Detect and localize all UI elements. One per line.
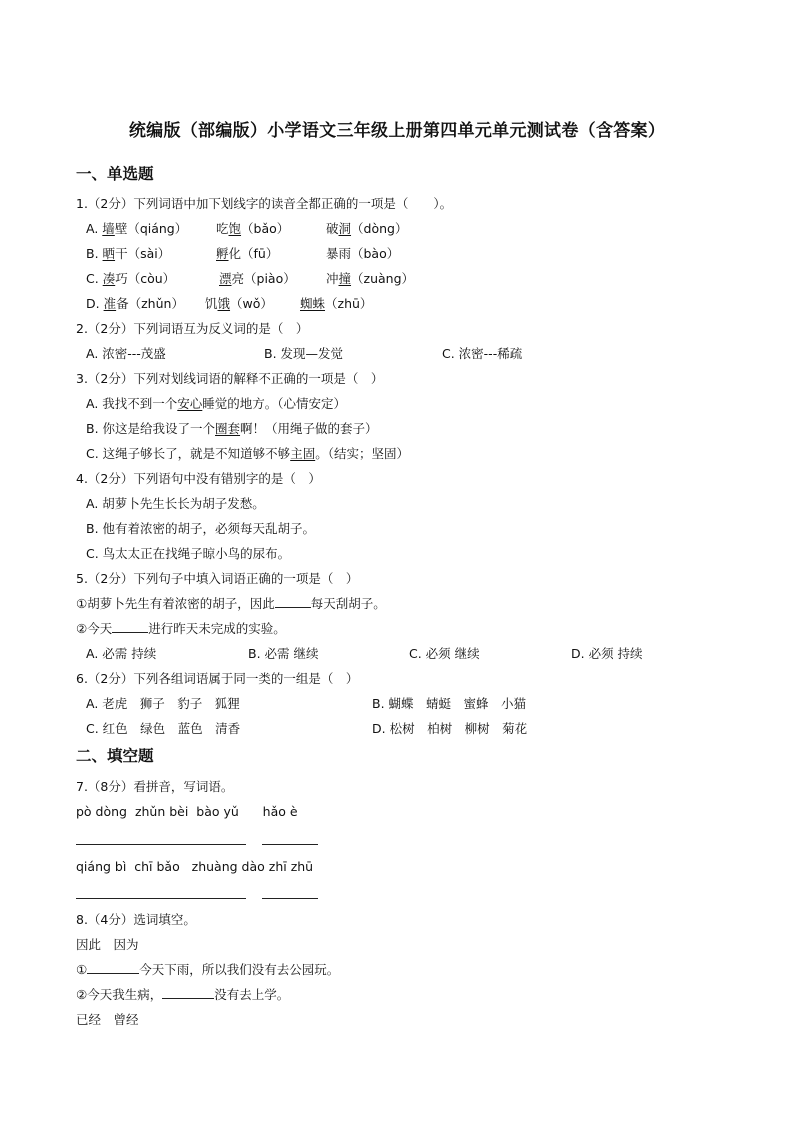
question-4-option-b[interactable]: B. 他有着浓密的胡子，必须每天乱胡子。 — [86, 521, 316, 536]
underlined-char: 墙 — [102, 221, 115, 236]
sentence-text: ① — [76, 962, 88, 977]
question-7-pinyin-row-2: qiáng bì chī bǎo zhuàng dào zhī zhū — [76, 859, 314, 874]
question-8-word-choices-1: 因此 因为 — [76, 937, 139, 952]
underlined-char: 晒 — [102, 246, 116, 261]
underlined-char: 洞 — [338, 221, 352, 236]
question-2-option-a[interactable]: A. 浓密---茂盛 — [86, 346, 166, 361]
question-8-stem: 8.（4分）选词填空。 — [76, 912, 196, 927]
option-label: A. — [86, 221, 99, 236]
sentence-text: 啊！（用绳子做的套子） — [240, 421, 378, 436]
question-1-option-b-word-3: 暴雨（bào） — [326, 246, 400, 261]
question-6-option-c[interactable]: C. 红色 绿色 蓝色 清香 — [86, 721, 241, 736]
word-text: 壁（qiáng） — [114, 221, 188, 236]
word-text: 化（fū） — [228, 246, 279, 261]
sentence-text: A. 我找不到一个 — [86, 396, 178, 411]
underlined-word: 主固 — [290, 446, 316, 461]
option-label: B. — [86, 246, 99, 261]
question-2-option-c[interactable]: C. 浓密---稀疏 — [442, 346, 523, 361]
question-1-option-c[interactable] — [86, 270, 175, 288]
underlined-char: 蜘蛛 — [300, 296, 326, 311]
question-5-sentence-2 — [76, 620, 286, 638]
word-text: 破 — [326, 221, 339, 236]
question-3-option-b[interactable] — [86, 420, 378, 438]
answer-line-row-1[interactable] — [76, 844, 246, 845]
question-1-option-b-word-2 — [216, 245, 278, 263]
sentence-text: ①胡萝卜先生有着浓密的胡子，因此 — [76, 596, 275, 611]
word-text: （wǒ） — [230, 296, 273, 311]
question-7-stem: 7.（8分）看拼音，写词语。 — [76, 779, 234, 794]
underlined-char: 凑 — [102, 271, 116, 286]
question-6-stem: 6.（2分）下列各组词语属于同一类的一组是（ ） — [76, 671, 359, 686]
fill-blank[interactable] — [275, 595, 311, 608]
option-label: D. — [86, 296, 100, 311]
word-text: 饥 — [205, 296, 218, 311]
question-1-stem: 1.（2分）下列词语中加下划线字的读音全都正确的一项是（ ）。 — [76, 196, 453, 211]
question-8-sentence-1 — [76, 961, 339, 979]
question-5-option-c[interactable]: C. 必须 继续 — [409, 646, 480, 661]
page-title: 统编版（部编版）小学语文三年级上册第四单元单元测试卷（含答案） — [128, 121, 666, 141]
fill-blank[interactable] — [87, 961, 139, 974]
question-4-option-c[interactable]: C. 鸟太太正在找绳子晾小鸟的尿布。 — [86, 546, 291, 561]
fill-blank[interactable] — [112, 620, 148, 633]
underlined-word: 圈套 — [215, 421, 241, 436]
question-5-option-d[interactable]: D. 必须 持续 — [571, 646, 643, 661]
question-5-option-a[interactable]: A. 必需 持续 — [86, 646, 157, 661]
question-1-option-b[interactable] — [86, 245, 170, 263]
sentence-text: ②今天 — [76, 621, 113, 636]
word-text: 备（zhǔn） — [116, 296, 184, 311]
section-heading-fill-blank: 二、填空题 — [76, 747, 154, 765]
fill-blank[interactable] — [162, 986, 214, 999]
question-8-word-choices-2: 已经 曾经 — [76, 1012, 139, 1027]
word-text: 巧（còu） — [115, 271, 176, 286]
underlined-char: 饿 — [217, 296, 231, 311]
sentence-text: 今天下雨，所以我们没有去公园玩。 — [139, 962, 340, 977]
answer-line-row-2-last[interactable] — [262, 898, 318, 899]
question-4-option-a[interactable]: A. 胡萝卜先生长长为胡子发愁。 — [86, 496, 265, 511]
sentence-text: B. 你这是给我设了一个 — [86, 421, 216, 436]
underlined-char: 漂 — [219, 271, 232, 286]
question-1-option-c-word-2 — [219, 270, 296, 288]
word-text: （zuàng） — [351, 271, 415, 286]
word-text: （dòng） — [351, 221, 408, 236]
sentence-text: 。（结实；坚固） — [315, 446, 409, 461]
word-text: 吃 — [216, 221, 229, 236]
word-text: （zhū） — [325, 296, 373, 311]
question-3-option-c[interactable] — [86, 445, 409, 463]
question-2-stem: 2.（2分）下列词语互为反义词的是（ ） — [76, 321, 309, 336]
word-text: （bǎo） — [241, 221, 290, 236]
question-1-option-a[interactable] — [86, 220, 187, 238]
underlined-word: 安心 — [177, 396, 203, 411]
word-text: 冲 — [326, 271, 339, 286]
question-5-option-b[interactable]: B. 必需 继续 — [248, 646, 319, 661]
underlined-char: 准 — [103, 296, 117, 311]
underlined-char: 撞 — [338, 271, 352, 286]
sentence-text: C. 这绳子够长了，就是不知道够不够 — [86, 446, 291, 461]
question-8-sentence-2 — [76, 986, 289, 1004]
question-5-sentence-1 — [76, 595, 386, 613]
question-6-option-a[interactable]: A. 老虎 狮子 豹子 狐狸 — [86, 696, 240, 711]
question-4-stem: 4.（2分）下列语句中没有错别字的是（ ） — [76, 471, 321, 486]
question-5-stem: 5.（2分）下列句子中填入词语正确的一项是（ ） — [76, 571, 359, 586]
sentence-text: ②今天我生病， — [76, 987, 163, 1002]
word-text: 亮（piào） — [231, 271, 296, 286]
answer-line-row-2[interactable] — [76, 898, 246, 899]
question-3-option-a[interactable] — [86, 395, 346, 413]
sentence-text: 每天刮胡子。 — [310, 596, 386, 611]
word-text: 干（sài） — [115, 246, 171, 261]
question-6-option-b[interactable]: B. 蝴蝶 蜻蜓 蜜蜂 小猫 — [372, 696, 527, 711]
question-1-option-d-word-2 — [205, 295, 273, 313]
sentence-text: 睡觉的地方。（心情安定） — [202, 396, 347, 411]
question-2-option-b[interactable]: B. 发现—发觉 — [264, 346, 344, 361]
question-1-option-a-word-2 — [216, 220, 289, 238]
underlined-char: 饱 — [228, 221, 242, 236]
answer-line-row-1-last[interactable] — [262, 844, 318, 845]
question-1-option-a-word-3 — [326, 220, 407, 238]
question-3-stem: 3.（2分）下列对划线词语的解释不正确的一项是（ ） — [76, 371, 384, 386]
question-1-option-d[interactable] — [86, 295, 184, 313]
question-6-option-d[interactable]: D. 松树 柏树 柳树 菊花 — [372, 721, 528, 736]
sentence-text: 进行昨天未完成的实验。 — [148, 621, 286, 636]
option-label: C. — [86, 271, 99, 286]
section-heading-single-choice: 一、单选题 — [76, 165, 154, 183]
question-1-option-c-word-3 — [326, 270, 414, 288]
question-7-pinyin-row-1: pò dòng zhǔn bèi bào yǔ hǎo è — [76, 804, 298, 819]
underlined-char: 孵 — [216, 246, 229, 261]
sentence-text: 没有去上学。 — [214, 987, 290, 1002]
question-1-option-d-word-3 — [300, 295, 372, 313]
